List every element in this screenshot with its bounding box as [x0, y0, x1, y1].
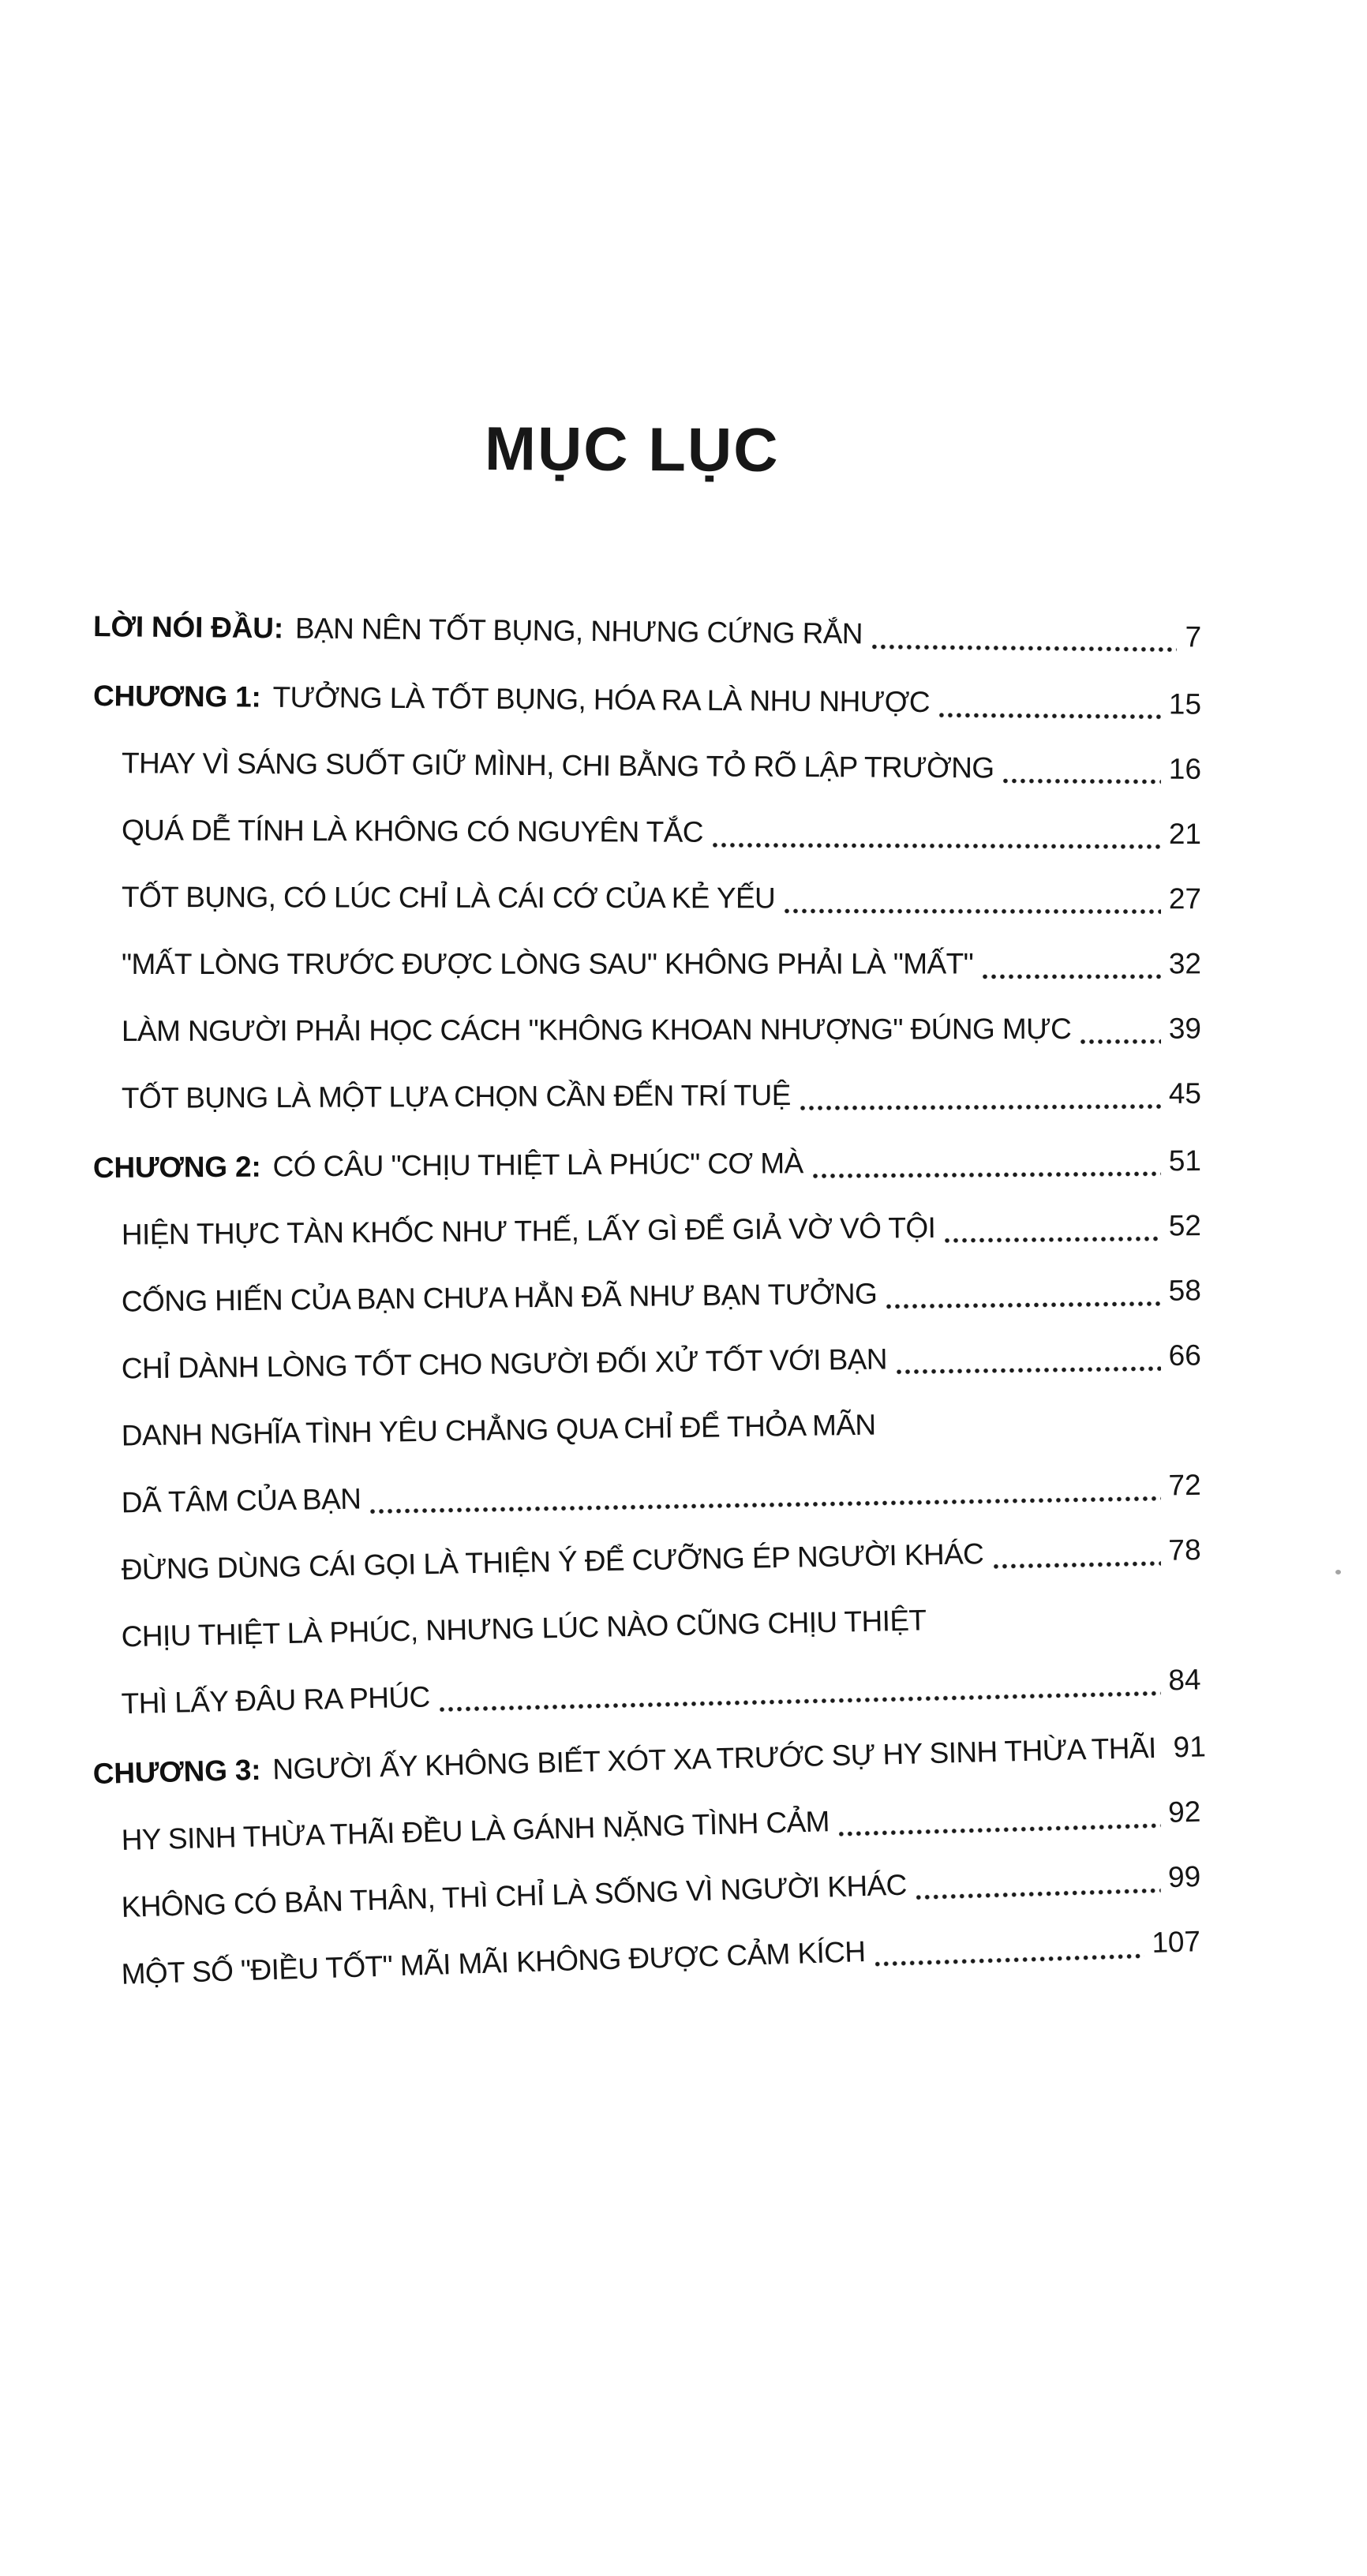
toc-entry	[93, 1144, 1201, 1191]
entry-title: "MẤT LÒNG TRƯỚC ĐƯỢC LÒNG SAU" KHÔNG PHẢI LÀ "MẤT"	[122, 948, 973, 981]
dot-leader	[785, 908, 1161, 914]
entry-page-number: 21	[1169, 818, 1201, 851]
dot-leader	[839, 1823, 1160, 1837]
dot-leader	[983, 974, 1161, 979]
entry-title: NGƯỜI ẤY KHÔNG BIẾT XÓT XA TRƯỚC SỰ HY SINH THỪA THÃI	[272, 1732, 1156, 1786]
entry-title: CÓ CÂU "CHỊU THIỆT LÀ PHÚC" CƠ MÀ	[272, 1147, 803, 1183]
entry-page-number: 16	[1169, 753, 1201, 786]
dot-leader	[897, 1366, 1161, 1374]
entry-page-number: 51	[1169, 1144, 1201, 1178]
toc-entry	[93, 947, 1201, 987]
scan-noise-dot	[1335, 1570, 1341, 1574]
toc-entry	[93, 1274, 1201, 1325]
entry-title: CHỊU THIỆT LÀ PHÚC, NHƯNG LÚC NÀO CŨNG CHỊU THIỆT	[121, 1604, 926, 1653]
entry-title: LÀM NGƯỜI PHẢI HỌC CÁCH "KHÔNG KHOAN NHƯỢNG" ĐÚNG MỰC	[122, 1013, 1071, 1048]
dot-leader	[993, 1561, 1160, 1569]
dot-leader	[370, 1496, 1160, 1515]
entry-title: TỐT BỤNG LÀ MỘT LỰA CHỌN CẦN ĐẾN TRÍ TUỆ	[122, 1079, 791, 1115]
entry-page-number: 72	[1168, 1469, 1201, 1503]
toc-entry	[93, 881, 1201, 922]
toc-entry	[92, 1795, 1201, 1864]
toc-entry	[93, 680, 1201, 728]
toc-entry	[92, 1598, 1201, 1661]
toc-entry	[92, 1925, 1201, 1998]
entry-title: ĐỪNG DÙNG CÁI GỌI LÀ THIỆN Ý ĐỂ CƯỠNG ÉP NGƯỜI KHÁC	[121, 1537, 983, 1586]
entry-page-number: 66	[1168, 1339, 1201, 1372]
toc-entry	[93, 814, 1201, 857]
dot-leader	[713, 843, 1161, 849]
dot-leader	[916, 1888, 1161, 1900]
entry-page-number: 7	[1185, 620, 1201, 653]
entry-page-number: 92	[1168, 1795, 1201, 1829]
entry-title: TƯỞNG LÀ TỐT BỤNG, HÓA RA LÀ NHU NHƯỢC	[272, 681, 930, 719]
toc-entry	[93, 610, 1201, 660]
entry-title: TỐT BỤNG, CÓ LÚC CHỈ LÀ CÁI CỚ CỦA KẺ YẾU	[122, 881, 775, 915]
entry-chapter-prefix: CHƯƠNG 2:	[93, 1151, 261, 1185]
toc-entry	[92, 1731, 1201, 1797]
toc-entry	[93, 1077, 1201, 1121]
scanned-toc-page	[0, 414, 1367, 2576]
dot-leader	[945, 1237, 1161, 1243]
entry-page-number: 91	[1173, 1730, 1206, 1764]
entry-chapter-prefix: LỜI NÓI ĐẦU:	[93, 610, 283, 645]
toc-entry	[93, 747, 1201, 792]
dot-leader	[813, 1171, 1161, 1178]
entry-title: MỘT SỐ "ĐIỀU TỐT" MÃI MÃI KHÔNG ĐƯỢC CẢM KÍCH	[121, 1935, 866, 1991]
entry-title: KHÔNG CÓ BẢN THÂN, THÌ CHỈ LÀ SỐNG VÌ NGƯỜI KHÁC	[121, 1869, 907, 1924]
entry-page-number: 84	[1168, 1663, 1201, 1697]
entry-chapter-prefix: CHƯƠNG 1:	[93, 680, 261, 714]
dot-leader	[800, 1104, 1161, 1110]
entry-page-number: 27	[1169, 882, 1201, 915]
dot-leader	[939, 713, 1161, 719]
dot-leader	[886, 1301, 1161, 1309]
toc-entry	[93, 1469, 1202, 1526]
entry-title: BẠN NÊN TỐT BỤNG, NHƯNG CỨNG RẮN	[295, 612, 863, 650]
entry-title: THAY VÌ SÁNG SUỐT GIỮ MÌNH, CHI BẰNG TỎ RÕ LẬP TRƯỜNG	[122, 747, 994, 784]
toc-entry	[92, 1663, 1201, 1728]
entry-title: HIỆN THỰC TÀN KHỐC NHƯ THẾ, LẤY GÌ ĐỂ GIẢ VỜ VÔ TỘI	[122, 1211, 936, 1252]
entry-title: DANH NGHĨA TÌNH YÊU CHẲNG QUA CHỈ ĐỂ THỎA MÃN	[122, 1409, 876, 1453]
toc-entry	[92, 1533, 1201, 1593]
entry-page-number: 107	[1152, 1925, 1201, 1960]
page-title: MỤC LỤC	[485, 413, 780, 486]
entry-title: THÌ LẤY ĐÂU RA PHÚC	[121, 1680, 430, 1720]
toc-entry	[93, 1013, 1201, 1054]
dot-leader	[875, 1953, 1144, 1966]
toc-entry	[93, 1339, 1202, 1392]
entry-page-number: 58	[1168, 1274, 1201, 1307]
toc-entry	[93, 1209, 1201, 1258]
entry-page-number: 45	[1169, 1077, 1201, 1110]
entry-page-number: 15	[1169, 687, 1201, 721]
entry-title: CỐNG HIẾN CỦA BẠN CHƯA HẲN ĐÃ NHƯ BẠN TƯỞNG	[122, 1278, 878, 1319]
entry-page-number: 52	[1169, 1209, 1202, 1242]
entry-title: HY SINH THỪA THÃI ĐỀU LÀ GÁNH NẶNG TÌNH CẢM	[121, 1805, 830, 1857]
toc-entry	[92, 1860, 1201, 1931]
dot-leader	[1003, 778, 1160, 784]
entry-title: DÃ TÂM CỦA BẠN	[122, 1482, 361, 1519]
dot-leader	[440, 1691, 1161, 1713]
entry-title: QUÁ DỄ TÍNH LÀ KHÔNG CÓ NGUYÊN TẮC	[122, 814, 703, 849]
entry-page-number: 39	[1169, 1013, 1201, 1046]
entry-page-number: 78	[1168, 1533, 1201, 1567]
dot-leader	[1080, 1039, 1161, 1044]
entry-page-number: 32	[1169, 947, 1201, 980]
entry-chapter-prefix: CHƯƠNG 3:	[92, 1754, 261, 1791]
entry-page-number: 99	[1167, 1860, 1200, 1894]
toc-list	[93, 610, 1201, 1998]
dot-leader	[872, 644, 1178, 652]
entry-title: CHỈ DÀNH LÒNG TỐT CHO NGƯỜI ĐỐI XỬ TỐT VỚI BẠN	[122, 1342, 887, 1385]
toc-entry	[93, 1404, 1202, 1459]
